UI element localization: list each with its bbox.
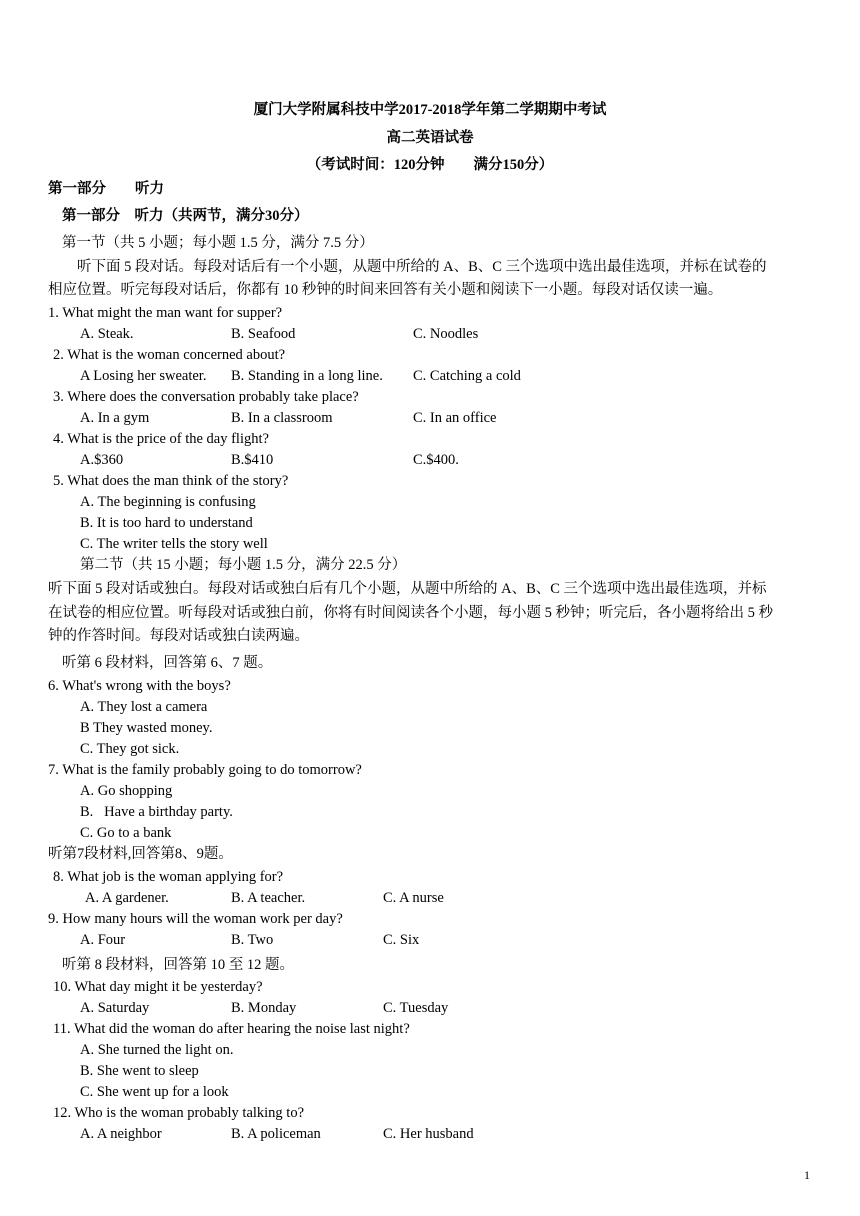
question-11-option-c: C. She went up for a look (80, 1084, 229, 1100)
question-9-stem: 9. How many hours will the woman work per day? (48, 911, 343, 927)
question-5-option-a: A. The beginning is confusing (80, 494, 256, 510)
section1-instruction-line1: 听下面 5 段对话。每段对话后有一个小题，从题中所给的 A、B、C 三个选项中选出最佳选项，并标在试卷的 (48, 259, 767, 275)
question-10-option-b: B. Monday (231, 1000, 297, 1016)
question-10-option-c: C. Tuesday (383, 1000, 449, 1016)
material-7-heading: 听第7段材料,回答第8、9题。 (48, 846, 233, 862)
page-number: 1 (804, 1168, 810, 1182)
question-5-option-c: C. The writer tells the story well (80, 536, 268, 552)
exam-info: （考试时间：120分钟 满分150分） (306, 157, 554, 173)
question-5-option-b: B. It is too hard to understand (80, 515, 253, 531)
question-8-option-c: C. A nurse (383, 890, 444, 906)
question-4-stem: 4. What is the price of the day flight? (53, 431, 269, 447)
question-6-option-c: C. They got sick. (80, 741, 180, 757)
question-2-stem: 2. What is the woman concerned about? (53, 347, 286, 363)
section2-instruction-line2: 在试卷的相应位置。听每段对话或独白前，你将有时间阅读各个小题，每小题 5 秒钟；听完后，各小题将给出 5 秒 (48, 605, 773, 621)
question-12-stem: 12. Who is the woman probably talking to? (53, 1105, 305, 1121)
section1-instruction-line2: 相应位置。听完每段对话后，你都有 10 秒钟的时间来回答有关小题和阅读下一小题。每段对话仅读一遍。 (48, 282, 723, 298)
question-10-option-a: A. Saturday (80, 1000, 150, 1016)
question-2-option-a: A Losing her sweater. (80, 368, 207, 384)
question-1-option-a: A. Steak. (80, 326, 134, 342)
question-8-option-a: A. A gardener. (85, 890, 169, 906)
section2-instruction-line1: 听下面 5 段对话或独白。每段对话或独白后有几个小题，从题中所给的 A、B、C 三个选项中选出最佳选项，并标 (48, 581, 767, 597)
question-7-option-b: B. Have a birthday party. (80, 804, 233, 820)
question-7-option-a: A. Go shopping (80, 783, 173, 799)
question-6-stem: 6. What's wrong with the boys? (48, 678, 231, 694)
question-3-option-a: A. In a gym (80, 410, 150, 426)
part-heading-detail: 第一部分 听力（共两节，满分30分） (62, 208, 309, 224)
question-8-option-b: B. A teacher. (231, 890, 306, 906)
question-7-option-c: C. Go to a bank (80, 825, 172, 841)
question-7-stem: 7. What is the family probably going to do tomorrow? (48, 762, 362, 778)
question-3-option-c: C. In an office (413, 410, 497, 426)
question-12-option-a: A. A neighbor (80, 1126, 162, 1142)
question-1-option-c: C. Noodles (413, 326, 479, 342)
section1-heading: 第一节（共 5 小题；每小题 1.5 分，满分 7.5 分） (62, 235, 374, 251)
question-12-option-c: C. Her husband (383, 1126, 474, 1142)
question-5-stem: 5. What does the man think of the story? (53, 473, 289, 489)
question-9-option-a: A. Four (80, 932, 126, 948)
question-12-option-b: B. A policeman (231, 1126, 321, 1142)
question-1-option-b: B. Seafood (231, 326, 296, 342)
question-10-stem: 10. What day might it be yesterday? (53, 979, 263, 995)
question-9-option-b: B. Two (231, 932, 274, 948)
question-2-option-b: B. Standing in a long line. (231, 368, 383, 384)
material-8-heading: 听第 8 段材料，回答第 10 至 12 题。 (62, 957, 294, 973)
question-6-option-b: B They wasted money. (80, 720, 213, 736)
section2-heading: 第二节（共 15 小题；每小题 1.5 分，满分 22.5 分） (80, 557, 407, 573)
question-3-stem: 3. Where does the conversation probably take place? (53, 389, 359, 405)
question-4-option-b: B.$410 (231, 452, 274, 468)
part-heading: 第一部分 听力 (48, 181, 164, 197)
question-4-option-c: C.$400. (413, 452, 459, 468)
material-6-heading: 听第 6 段材料，回答第 6、7 题。 (62, 655, 273, 671)
question-8-stem: 8. What job is the woman applying for? (53, 869, 284, 885)
question-6-option-a: A. They lost a camera (80, 699, 208, 715)
section2-instruction-line3: 钟的作答时间。每段对话或独白读两遍。 (48, 628, 309, 644)
question-2-option-c: C. Catching a cold (413, 368, 521, 384)
exam-subtitle: 高二英语试卷 (386, 130, 474, 146)
question-9-option-c: C. Six (383, 932, 420, 948)
question-1-stem: 1. What might the man want for supper? (48, 305, 283, 321)
question-11-option-b: B. She went to sleep (80, 1063, 199, 1079)
question-4-option-a: A.$360 (80, 452, 124, 468)
question-11-option-a: A. She turned the light on. (80, 1042, 234, 1058)
question-11-stem: 11. What did the woman do after hearing the noise last night? (53, 1021, 410, 1037)
exam-title: 厦门大学附属科技中学2017-2018学年第二学期期中考试 (253, 102, 607, 118)
question-3-option-b: B. In a classroom (231, 410, 333, 426)
